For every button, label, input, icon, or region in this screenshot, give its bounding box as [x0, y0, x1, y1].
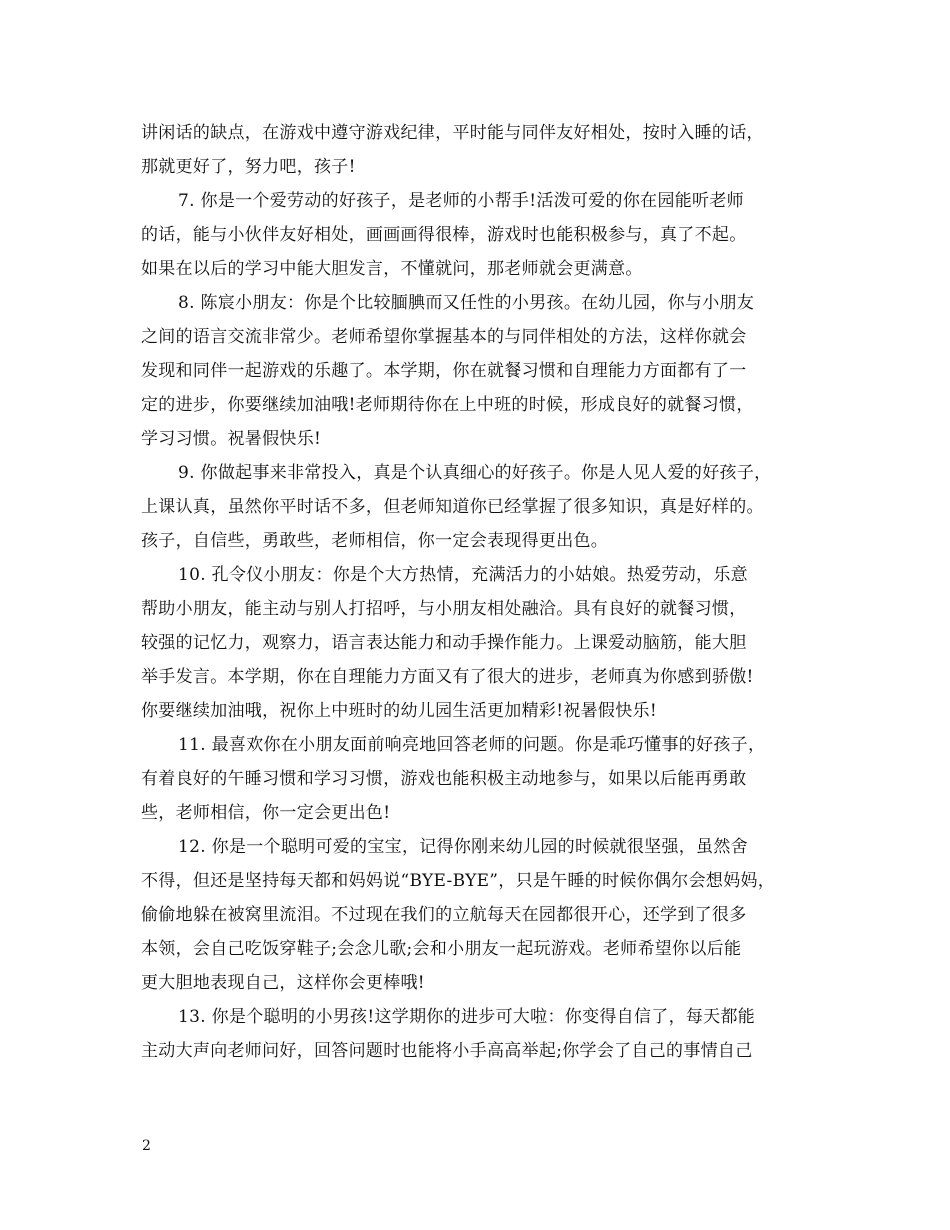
- text-line-02: 那就更好了，努力吧，孩子!: [141, 157, 356, 177]
- text-line-01: 讲闲话的缺点，在游戏中遵守游戏纪律，平时能与同伴友好相处，按时入睡的话，: [141, 123, 764, 143]
- text-line-15: 帮助小朋友，能主动与别人打招呼，与小朋友相处融洽。具有良好的就餐习惯，: [141, 599, 747, 619]
- text-line-18: 你要继续加油哦，祝你上中班时的幼儿园生活更加精彩!祝暑假快乐!: [141, 701, 657, 721]
- text-line-25: 本领，会自己吃饭穿鞋子;会念儿歌;会和小朋友一起玩游戏。老师希望你以后能: [141, 939, 742, 959]
- text-line-17: 举手发言。本学期，你在自理能力方面又有了很大的进步，老师真为你感到骄傲!: [141, 667, 754, 687]
- document-body: [141, 116, 809, 1068]
- text-line-04: 的话，能与小伙伴友好相处，画画画得很棒，游戏时也能积极参与，真了不起。: [141, 225, 747, 245]
- text-line-22: 12. 你是一个聪明可爱的宝宝，记得你刚来幼儿园的时候就很坚强，虽然舍: [178, 837, 748, 857]
- text-line-21: 些，老师相信，你一定会更出色!: [141, 803, 391, 823]
- text-line-28: 主动大声向老师问好，回答问题时也能将小手高高举起;你学会了自己的事情自己: [141, 1041, 753, 1061]
- text-line-10: 学习习惯。祝暑假快乐!: [141, 429, 322, 449]
- text-line-16: 较强的记忆力，观察力，语言表达能力和动手操作能力。上课爱动脑筋，能大胆: [141, 633, 747, 653]
- text-line-12: 上课认真，虽然你平时话不多，但老师知道你已经掌握了很多知识，真是好样的。: [141, 497, 764, 517]
- text-line-27: 13. 你是个聪明的小男孩!这学期你的进步可大啦：你变得自信了，每天都能: [178, 1007, 756, 1027]
- text-line-07: 之间的语言交流非常少。老师希望你掌握基本的与同伴相处的方法，这样你就会: [141, 327, 747, 347]
- text-line-13: 孩子，自信些，勇敢些，老师相信，你一定会表现得更出色。: [141, 531, 609, 551]
- text-line-14: 10. 孔令仪小朋友：你是个大方热情，充满活力的小姑娘。热爱劳动，乐意: [178, 565, 748, 585]
- text-line-11: 9. 你做起事来非常投入，真是个认真细心的好孩子。你是人见人爱的好孩子，: [178, 463, 772, 483]
- text-line-09: 定的进步，你要继续加油哦!老师期待你在上中班的时候，形成良好的就餐习惯，: [141, 395, 754, 415]
- text-line-23: 不得，但还是坚持每天都和妈妈说“BYE-BYE”，只是午睡的时候你偶尔会想妈妈，: [141, 871, 776, 891]
- text-line-03: 7. 你是一个爱劳动的好孩子，是老师的小帮手!活泼可爱的你在园能听老师: [178, 191, 744, 211]
- page-number: 2: [142, 1138, 151, 1154]
- text-line-19: 11. 最喜欢你在小朋友面前响亮地回答老师的问题。你是乖巧懂事的好孩子，: [178, 735, 766, 755]
- text-line-06: 8. 陈宸小朋友：你是个比较腼腆而又任性的小男孩。在幼儿园，你与小朋友: [178, 293, 755, 313]
- text-line-24: 偷偷地躲在被窝里流泪。不过现在我们的立航每天在园都很开心，还学到了很多: [141, 905, 747, 925]
- text-line-20: 有着良好的午睡习惯和学习习惯，游戏也能积极主动地参与，如果以后能再勇敢: [141, 769, 747, 789]
- text-line-26: 更大胆地表现自己，这样你会更棒哦!: [141, 973, 425, 993]
- text-line-05: 如果在以后的学习中能大胆发言，不懂就问，那老师就会更满意。: [141, 259, 643, 279]
- text-line-08: 发现和同伴一起游戏的乐趣了。本学期，你在就餐习惯和自理能力方面都有了一: [141, 361, 747, 381]
